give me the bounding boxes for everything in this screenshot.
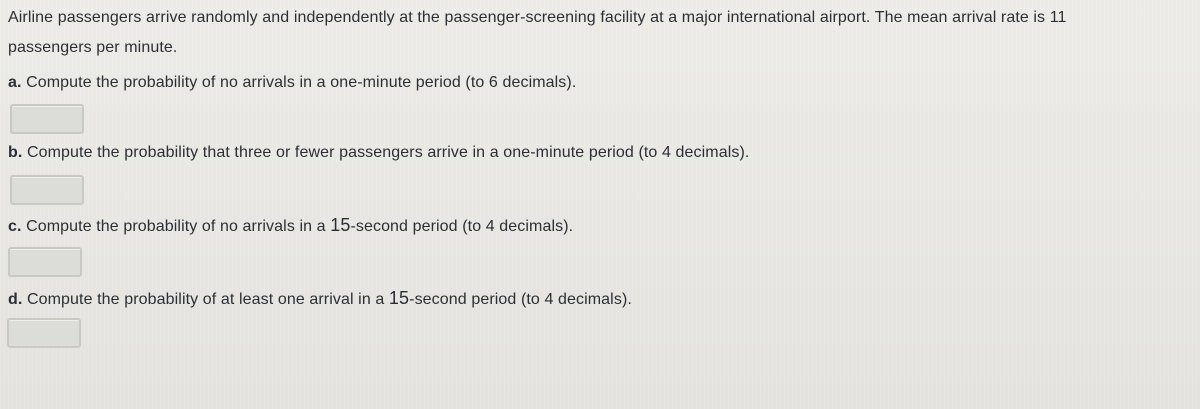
question-a-text: Compute the probability of no arrivals in a one-minute period (to 6 decimals). — [21, 74, 577, 91]
question-d-text-before: Compute the probability of at least one arrival in a — [22, 291, 389, 308]
question-c-text-before: Compute the probability of no arrivals in a — [21, 218, 331, 235]
question-c-letter: c. — [8, 218, 22, 235]
answer-c-input[interactable] — [8, 247, 82, 277]
question-a-letter: a. — [8, 74, 22, 91]
problem-statement-line-2: passengers per minute. — [8, 39, 178, 56]
question-a — [8, 73, 576, 93]
question-d-number: 15 — [388, 288, 410, 308]
question-b-letter: b. — [8, 144, 23, 161]
question-c-text-after: -second period (to 4 decimals). — [350, 218, 574, 235]
answer-b-input[interactable] — [10, 175, 84, 205]
answer-a-input[interactable] — [10, 104, 84, 134]
question-b-text: Compute the probability that three or fewer passengers arrive in a one-minute period (to 4 decimals). — [22, 144, 750, 161]
question-d-letter: d. — [8, 291, 23, 308]
problem-statement-line-1: Airline passengers arrive randomly and independently at the passenger-screening facility at a major international airport. The mean arrival rate is 11 — [8, 9, 1067, 26]
question-d — [8, 288, 632, 310]
question-d-text-after: -second period (to 4 decimals). — [409, 291, 632, 308]
question-c — [8, 215, 573, 237]
answer-d-input[interactable] — [7, 318, 81, 348]
question-c-number: 15 — [330, 215, 351, 235]
question-b — [8, 143, 749, 163]
